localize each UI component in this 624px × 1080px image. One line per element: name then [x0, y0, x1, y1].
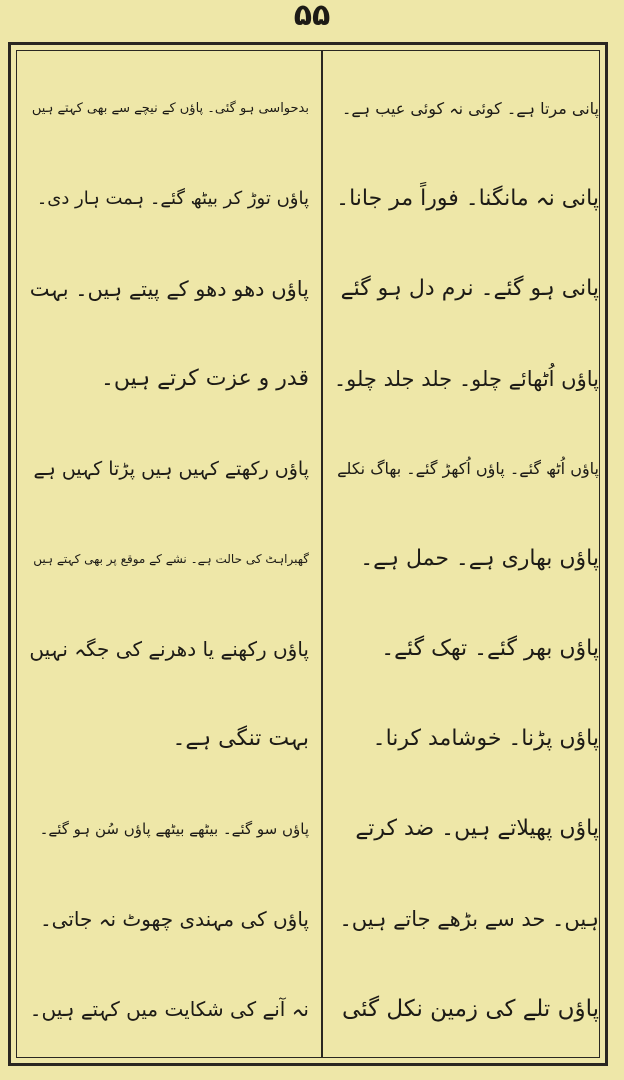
right-line: ہیں۔ حد سے بڑھے جاتے ہیں۔ [339, 907, 599, 931]
left-line: پاؤں کی مہندی چھوٹ نہ جاتی۔ [39, 907, 309, 931]
page-number: ۵۵ [293, 0, 331, 33]
left-line: پاؤں رکھنے یا دھرنے کی جگہ نہیں [29, 637, 309, 661]
page-border [8, 42, 608, 1066]
column-divider [321, 51, 323, 1057]
left-line: پاؤں دھو دھو کے پیتے ہیں۔ بہت [29, 277, 309, 301]
right-line: پانی ہو گئے۔ نرم دل ہو گئے [340, 276, 599, 301]
left-line: بہت تنگی ہے۔ [172, 726, 309, 751]
left-line: بدحواسی ہو گئی۔ پاؤں کے نیچے سے بھی کہتے ہیں [31, 101, 309, 116]
left-line: نہ آنے کی شکایت میں کہتے ہیں۔ [29, 997, 309, 1021]
left-line: پاؤں سو گئے۔ بیٹھے بیٹھے پاؤں سُن ہو گئے۔ [39, 820, 309, 838]
right-line: پاؤں اُٹھائے چلو۔ جلد جلد چلو۔ [333, 367, 599, 391]
right-line: پانی مرتا ہے۔ کوئی نہ کوئی عیب ہے۔ [342, 99, 599, 118]
left-line: پاؤں رکھتے کہیں ہیں پڑتا کہیں ہے [33, 458, 309, 480]
left-line: گھبراہٹ کی حالت ہے۔ نشے کے موقع پر بھی کہتے ہیں [33, 552, 309, 566]
left-line: پاؤں توڑ کر بیٹھ گئے۔ ہمت ہار دی۔ [36, 188, 309, 209]
page-inner-border [16, 50, 600, 1058]
right-line: پاؤں بھاری ہے۔ حمل ہے۔ [360, 546, 599, 571]
right-line: پاؤں پھیلاتے ہیں۔ ضد کرتے [355, 816, 599, 841]
left-line: قدر و عزت کرتے ہیں۔ [100, 366, 309, 391]
right-column [333, 91, 599, 1027]
left-column [29, 91, 309, 1027]
right-line: پاؤں اُٹھ گئے۔ پاؤں اُکھڑ گئے۔ بھاگ نکلے [337, 459, 599, 478]
right-line: پانی نہ مانگنا۔ فوراً مر جانا۔ [336, 186, 599, 211]
right-line: پاؤں پڑنا۔ خوشامد کرنا۔ [372, 726, 599, 751]
right-line: پاؤں تلے کی زمین نکل گئی [341, 996, 599, 1022]
right-line: پاؤں بھر گئے۔ تھک گئے۔ [381, 636, 599, 661]
